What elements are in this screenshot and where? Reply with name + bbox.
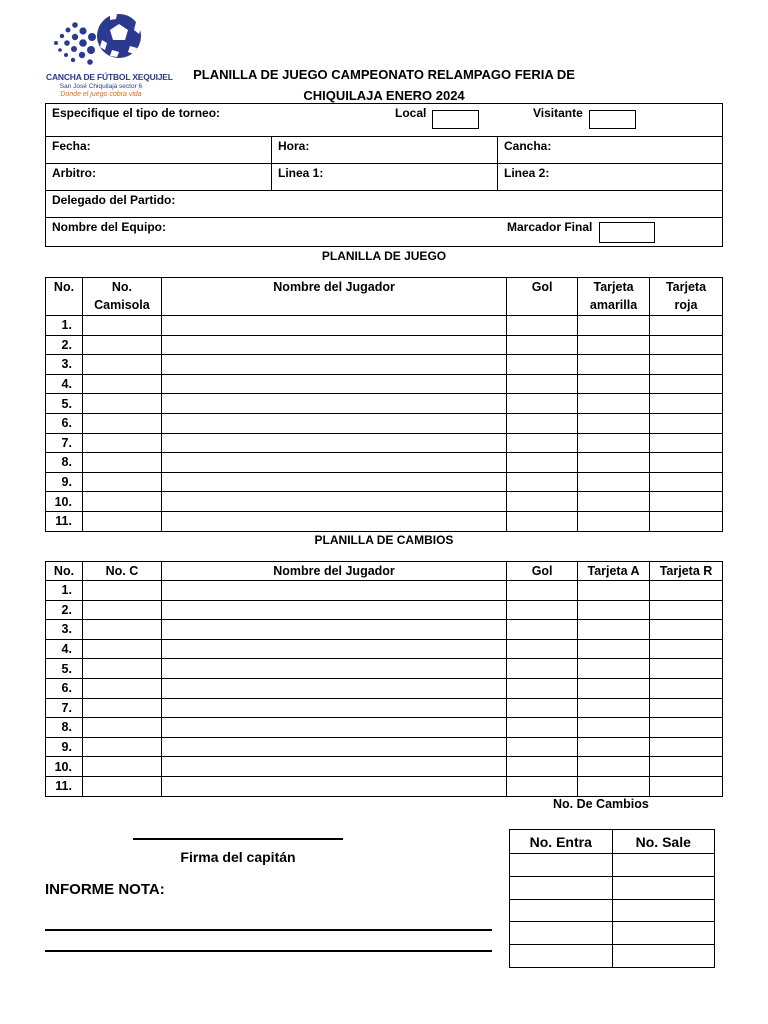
tarjeta-r-cell[interactable] [650,335,723,355]
nombre-cell[interactable] [161,581,506,601]
table-row [46,581,723,601]
document-title-line1: PLANILLA DE JUEGO CAMPEONATO RELAMPAGO FERIA DE [193,67,575,82]
info-row-equipo [46,218,722,246]
nombre-cell[interactable] [161,335,506,355]
table-row [46,492,723,512]
tipo-torneo-label: Especifique el tipo de torneo: [52,106,221,120]
table-row [46,737,723,757]
camisola-cell[interactable] [82,678,161,698]
local-label: Local [395,106,427,120]
nombre-cell[interactable] [161,316,506,336]
planilla-juego-table [45,277,723,532]
gol-cell[interactable] [507,433,578,453]
document-title [170,64,598,106]
row-number: 10. [46,757,83,777]
sale-cell[interactable] [612,945,714,968]
table-row [46,433,723,453]
logo-location: San José Chiquilajá sector 6 [59,83,143,90]
cambios-entra-sale-table [509,829,715,968]
linea1-label: Linea 1: [278,166,324,180]
info-row-arbitro [46,164,722,191]
row-number: 7. [46,433,83,453]
no-de-cambios-label: No. De Cambios [553,797,649,811]
table-row [46,355,723,375]
soccer-ball-icon [46,10,156,72]
camisola-cell[interactable] [82,355,161,375]
table-row [46,659,723,679]
row-number: 8. [46,453,83,473]
nombre-cell[interactable] [161,776,506,796]
tarjeta-a-cell[interactable] [578,639,650,659]
tarjeta-a-cell[interactable] [578,620,650,640]
table-row [510,945,715,968]
tarjeta-a-cell[interactable] [578,757,650,777]
table-row [46,374,723,394]
nombre-cell[interactable] [161,757,506,777]
tarjeta-r-cell[interactable] [650,355,723,375]
gol-cell[interactable] [507,413,578,433]
marcador-final-field[interactable] [599,222,655,243]
visitante-label: Visitante [533,106,583,120]
document-title-line2: CHIQUILAJA ENERO 2024 [303,88,465,103]
nombre-cell[interactable] [161,453,506,473]
tarjeta-r-cell[interactable] [650,600,723,620]
col-header-sale: No. Sale [612,830,714,854]
tarjeta-r-cell[interactable] [650,316,723,336]
tarjeta-a-cell[interactable] [578,718,650,738]
informe-nota-label: INFORME NOTA: [45,881,165,898]
gol-cell[interactable] [507,757,578,777]
table-row [46,757,723,777]
tarjeta-a-cell[interactable] [578,659,650,679]
col-header-gol: Gol [507,562,578,581]
tarjeta-a-cell[interactable] [578,472,650,492]
tarjeta-r-cell[interactable] [650,581,723,601]
info-row-torneo [46,104,722,137]
entra-cell[interactable] [510,854,613,877]
tarjeta-r-cell[interactable] [650,757,723,777]
cancha-label: Cancha: [504,139,552,153]
col-header-tarjeta-r: Tarjeta R [650,562,723,581]
info-row-fecha [46,137,722,164]
match-info-box [45,103,723,247]
gol-cell[interactable] [507,600,578,620]
planilla-cambios-title: PLANILLA DE CAMBIOS [314,533,454,547]
camisola-cell[interactable] [82,492,161,512]
tarjeta-r-cell[interactable] [650,698,723,718]
sale-cell[interactable] [612,899,714,922]
camisola-cell[interactable] [82,581,161,601]
col-header-no: No. [46,562,83,581]
nombre-equipo-label: Nombre del Equipo: [52,220,166,234]
gol-cell[interactable] [507,581,578,601]
camisola-cell[interactable] [82,472,161,492]
marcador-final-label: Marcador Final [507,220,593,234]
table-row [510,899,715,922]
table-header-row [510,830,715,854]
entra-cell[interactable] [510,876,613,899]
row-number: 5. [46,659,83,679]
gol-cell[interactable] [507,492,578,512]
row-number: 9. [46,737,83,757]
row-number: 6. [46,678,83,698]
gol-cell[interactable] [507,678,578,698]
arbitro-label: Arbitro: [52,166,96,180]
camisola-cell[interactable] [82,659,161,679]
gol-cell[interactable] [507,776,578,796]
tarjeta-r-cell[interactable] [650,433,723,453]
table-header-row [46,278,723,316]
row-number: 8. [46,718,83,738]
tarjeta-a-cell[interactable] [578,511,650,531]
nombre-cell[interactable] [161,639,506,659]
nombre-cell[interactable] [161,355,506,375]
entra-cell[interactable] [510,922,613,945]
table-header-row [46,562,723,581]
table-row [46,718,723,738]
table-row [46,335,723,355]
camisola-cell[interactable] [82,600,161,620]
tarjeta-r-cell[interactable] [650,659,723,679]
local-score-field[interactable] [432,110,479,129]
row-number: 5. [46,394,83,414]
signature-line[interactable] [133,838,343,840]
table-row [46,698,723,718]
nombre-cell[interactable] [161,659,506,679]
tarjeta-a-cell[interactable] [578,453,650,473]
tarjeta-r-cell[interactable] [650,511,723,531]
tarjeta-r-cell[interactable] [650,776,723,796]
tarjeta-r-cell[interactable] [650,639,723,659]
logo-slogan: Donde el juego cobra vida [60,91,142,98]
row-number: 7. [46,698,83,718]
tarjeta-a-cell[interactable] [578,316,650,336]
col-header-no: No. [46,278,83,316]
table-row [46,472,723,492]
col-header-camisola: No. Camisola [82,278,161,316]
tarjeta-r-cell[interactable] [650,374,723,394]
row-number: 2. [46,335,83,355]
gol-cell[interactable] [507,394,578,414]
camisola-cell[interactable] [82,433,161,453]
col-header-gol: Gol [507,278,578,316]
table-row [510,922,715,945]
camisola-cell[interactable] [82,374,161,394]
tarjeta-a-cell[interactable] [578,678,650,698]
nombre-cell[interactable] [161,737,506,757]
col-header-entra: No. Entra [510,830,613,854]
col-header-nombre: Nombre del Jugador [161,278,506,316]
tarjeta-a-cell[interactable] [578,413,650,433]
row-number: 10. [46,492,83,512]
logo-name: CANCHA DE FÚTBOL XEQUIJEL [46,72,173,82]
tarjeta-r-cell[interactable] [650,678,723,698]
gol-cell[interactable] [507,355,578,375]
gol-cell[interactable] [507,511,578,531]
tarjeta-r-cell[interactable] [650,453,723,473]
tarjeta-r-cell[interactable] [650,472,723,492]
informe-line-2[interactable] [45,950,492,952]
camisola-cell[interactable] [82,511,161,531]
nombre-cell[interactable] [161,413,506,433]
table-row [46,620,723,640]
tarjeta-a-cell[interactable] [578,355,650,375]
tarjeta-r-cell[interactable] [650,394,723,414]
gol-cell[interactable] [507,718,578,738]
row-number: 2. [46,600,83,620]
tarjeta-r-cell[interactable] [650,718,723,738]
nombre-cell[interactable] [161,698,506,718]
gol-cell[interactable] [507,659,578,679]
camisola-cell[interactable] [82,316,161,336]
gol-cell[interactable] [507,737,578,757]
camisola-cell[interactable] [82,757,161,777]
nombre-cell[interactable] [161,394,506,414]
planilla-cambios-table [45,561,723,797]
table-row [46,316,723,336]
row-number: 6. [46,413,83,433]
gol-cell[interactable] [507,335,578,355]
visitante-score-field[interactable] [589,110,636,129]
gol-cell[interactable] [507,698,578,718]
table-row [510,854,715,877]
gol-cell[interactable] [507,472,578,492]
row-number: 3. [46,355,83,375]
tarjeta-r-cell[interactable] [650,492,723,512]
linea2-label: Linea 2: [504,166,550,180]
col-header-nombre: Nombre del Jugador [161,562,506,581]
camisola-cell[interactable] [82,335,161,355]
table-row [46,776,723,796]
informe-line-1[interactable] [45,929,492,931]
entra-cell[interactable] [510,945,613,968]
sale-cell[interactable] [612,854,714,877]
row-number: 4. [46,374,83,394]
col-header-no-c: No. C [82,562,161,581]
table-row [510,876,715,899]
nombre-cell[interactable] [161,433,506,453]
gol-cell[interactable] [507,453,578,473]
delegado-label: Delegado del Partido: [52,193,176,207]
row-number: 11. [46,776,83,796]
nombre-cell[interactable] [161,492,506,512]
sale-cell[interactable] [612,922,714,945]
firma-capitan-label: Firma del capitán [180,849,296,865]
planilla-juego-title: PLANILLA DE JUEGO [321,249,447,263]
sale-cell[interactable] [612,876,714,899]
nombre-cell[interactable] [161,718,506,738]
table-row [46,413,723,433]
camisola-cell[interactable] [82,453,161,473]
entra-cell[interactable] [510,899,613,922]
gol-cell[interactable] [507,639,578,659]
table-row [46,678,723,698]
tarjeta-a-cell[interactable] [578,394,650,414]
col-header-tarjeta-roja: Tarjeta roja [650,278,723,316]
tarjeta-r-cell[interactable] [650,620,723,640]
nombre-cell[interactable] [161,678,506,698]
camisola-cell[interactable] [82,718,161,738]
camisola-cell[interactable] [82,776,161,796]
tarjeta-a-cell[interactable] [578,433,650,453]
row-number: 1. [46,316,83,336]
gol-cell[interactable] [507,374,578,394]
table-row [46,639,723,659]
tarjeta-a-cell[interactable] [578,581,650,601]
col-header-tarjeta-amarilla: Tarjeta amarilla [578,278,650,316]
hora-label: Hora: [278,139,310,153]
row-number: 4. [46,639,83,659]
row-number: 3. [46,620,83,640]
fecha-label: Fecha: [52,139,91,153]
gol-cell[interactable] [507,316,578,336]
tarjeta-a-cell[interactable] [578,698,650,718]
table-row [46,600,723,620]
info-row-delegado [46,191,722,218]
nombre-cell[interactable] [161,511,506,531]
logo [46,10,173,106]
gol-cell[interactable] [507,620,578,640]
tarjeta-r-cell[interactable] [650,737,723,757]
nombre-cell[interactable] [161,620,506,640]
camisola-cell[interactable] [82,413,161,433]
col-header-tarjeta-a: Tarjeta A [578,562,650,581]
tarjeta-a-cell[interactable] [578,737,650,757]
tarjeta-a-cell[interactable] [578,335,650,355]
tarjeta-a-cell[interactable] [578,776,650,796]
row-number: 9. [46,472,83,492]
table-row [46,394,723,414]
tarjeta-a-cell[interactable] [578,600,650,620]
camisola-cell[interactable] [82,620,161,640]
row-number: 1. [46,581,83,601]
tarjeta-r-cell[interactable] [650,413,723,433]
table-row [46,453,723,473]
camisola-cell[interactable] [82,737,161,757]
tarjeta-a-cell[interactable] [578,374,650,394]
camisola-cell[interactable] [82,698,161,718]
table-row [46,511,723,531]
camisola-cell[interactable] [82,639,161,659]
camisola-cell[interactable] [82,394,161,414]
nombre-cell[interactable] [161,472,506,492]
tarjeta-a-cell[interactable] [578,492,650,512]
nombre-cell[interactable] [161,374,506,394]
nombre-cell[interactable] [161,600,506,620]
row-number: 11. [46,511,83,531]
